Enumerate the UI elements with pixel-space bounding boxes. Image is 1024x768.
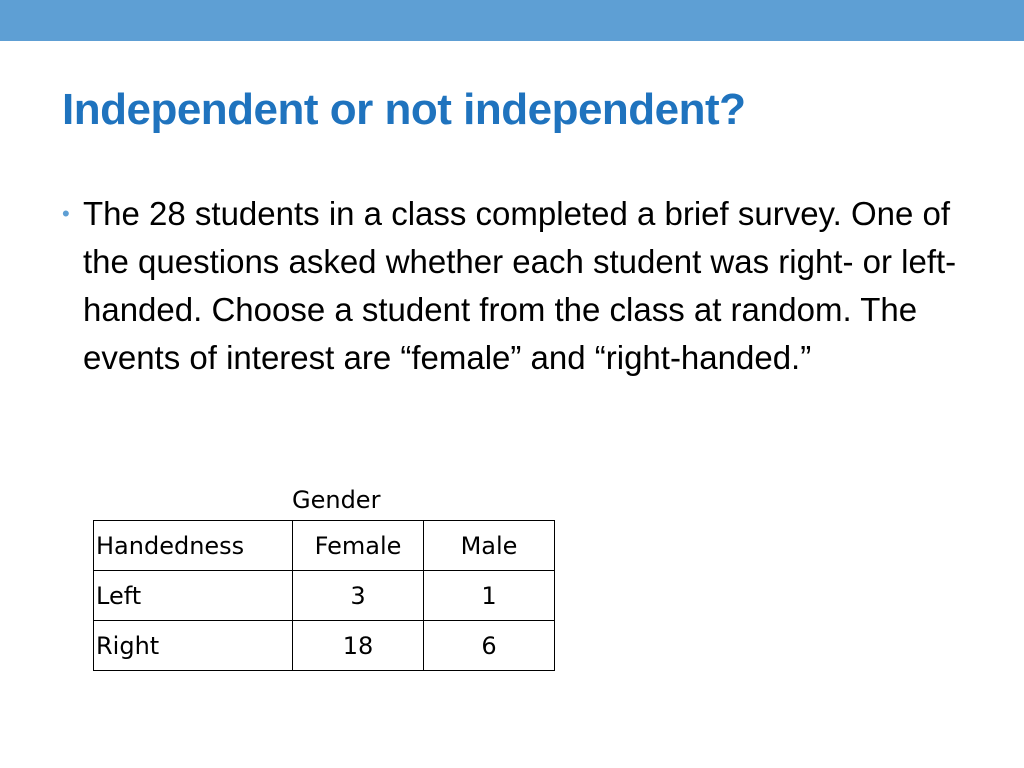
row-label-left: Left: [94, 571, 293, 621]
bullet-dot-icon: •: [62, 201, 70, 226]
header-cell-male: Male: [424, 521, 555, 571]
cell-left-female: 3: [293, 571, 424, 621]
bullet-list: [62, 190, 982, 382]
cell-left-male: 1: [424, 571, 555, 621]
contingency-table: [93, 520, 555, 671]
cell-right-male: 6: [424, 621, 555, 671]
bullet-text: The 28 students in a class completed a brief survey. One of the questions asked whether each student was right- or left-handed. Choose a student from the class at random. The events of interest are “female” and “right-handed.”: [83, 195, 957, 376]
table-header-row: [94, 521, 555, 571]
header-cell-handedness: Handedness: [94, 521, 293, 571]
table-caption: Gender: [292, 486, 381, 514]
slide-title: Independent or not independent?: [62, 85, 746, 134]
bullet-item: [62, 190, 973, 382]
cell-right-female: 18: [293, 621, 424, 671]
header-cell-female: Female: [293, 521, 424, 571]
row-label-right: Right: [94, 621, 293, 671]
table-row: [94, 621, 555, 671]
top-accent-bar: [0, 0, 1024, 41]
table-row: [94, 571, 555, 621]
